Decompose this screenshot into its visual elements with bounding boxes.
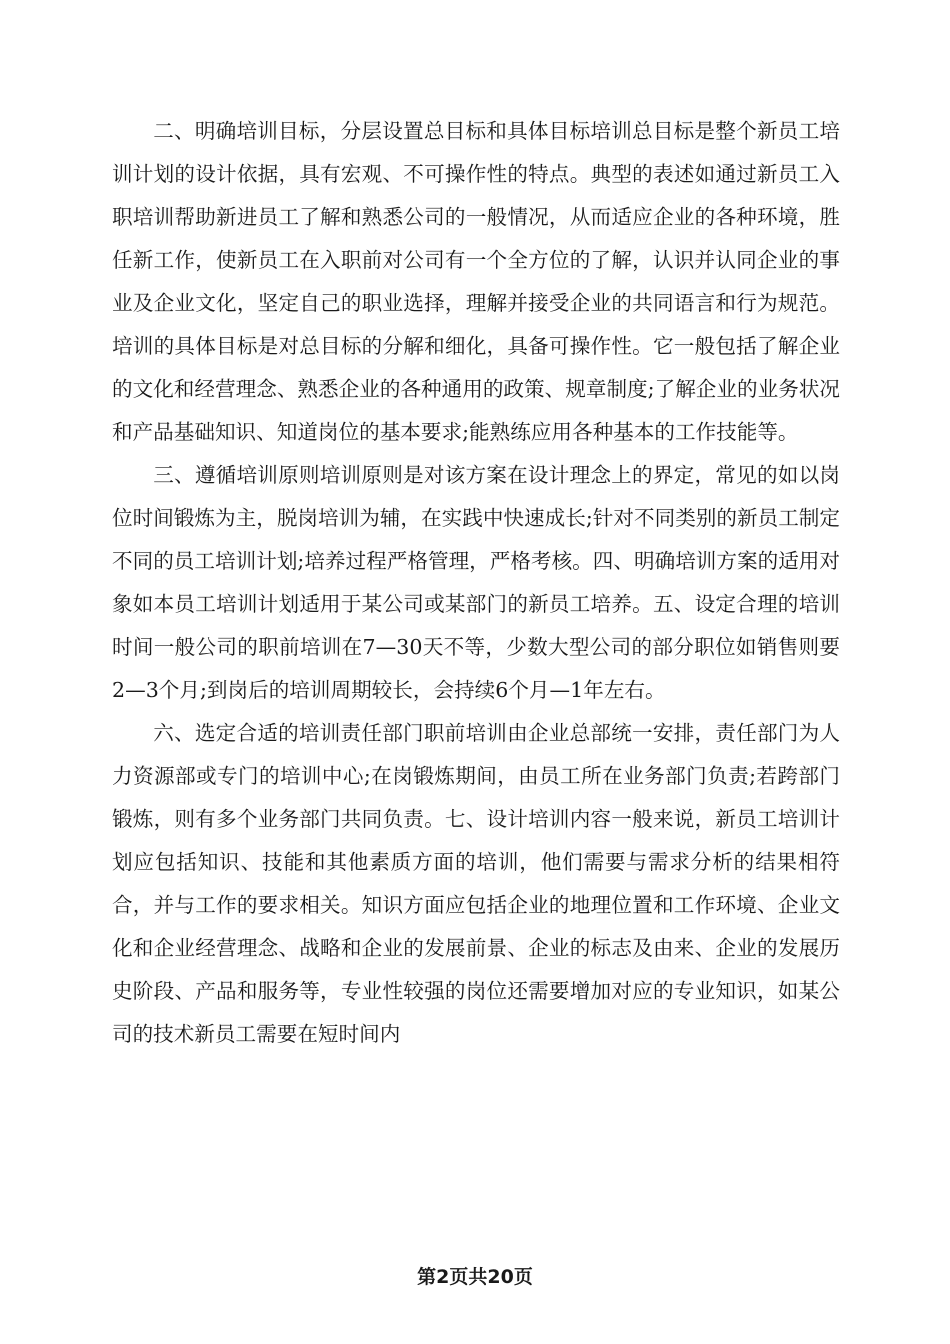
- document-body: [112, 110, 840, 1056]
- paragraph-training-goals: 二、明确培训目标，分层设置总目标和具体目标培训总目标是整个新员工培训计划的设计依据，具有宏观、不可操作性的特点。典型的表述如通过新员工入职培训帮助新进员工了解和熟悉公司的一般情况，从而适应企业的各种环境，胜任新工作，使新员工在入职前对公司有一个全方位的了解，认识并认同企业的事业及企业文化，坚定自己的职业选择，理解并接受企业的共同语言和行为规范。培训的具体目标是对总目标的分解和细化，具备可操作性。它一般包括了解企业的文化和经营理念、熟悉企业的各种通用的政策、规章制度;了解企业的业务状况和产品基础知识、知道岗位的基本要求;能熟练应用各种基本的工作技能等。: [112, 119, 840, 444]
- page-number-footer: 第2页共20页: [417, 1266, 533, 1288]
- paragraph-training-principles: 三、遵循培训原则培训原则是对该方案在设计理念上的界定，常见的如以岗位时间锻炼为主，脱岗培训为辅，在实践中快速成长;针对不同类别的新员工制定不同的员工培训计划;培养过程严格管理，严格考核。四、明确培训方案的适用对象如本员工培训计划适用于某公司或某部门的新员工培养。五、设定合理的培训时间一般公司的职前培训在7—30天不等，少数大型公司的部分职位如销售则要2—3个月;到岗后的培训周期较长，会持续6个月—1年左右。: [112, 463, 840, 702]
- paragraph-responsible-department: 六、选定合适的培训责任部门职前培训由企业总部统一安排，责任部门为人力资源部或专门的培训中心;在岗锻炼期间，由员工所在业务部门负责;若跨部门锻炼，则有多个业务部门共同负责。七、设计培训内容一般来说，新员工培训计划应包括知识、技能和其他素质方面的培训，他们需要与需求分析的结果相符合，并与工作的要求相关。知识方面应包括企业的地理位置和工作环境、企业文化和企业经营理念、战略和企业的发展前景、企业的标志及由来、企业的发展历史阶段、产品和服务等，专业性较强的岗位还需要增加对应的专业知识，如某公司的技术新员工需要在短时间内: [112, 721, 840, 1046]
